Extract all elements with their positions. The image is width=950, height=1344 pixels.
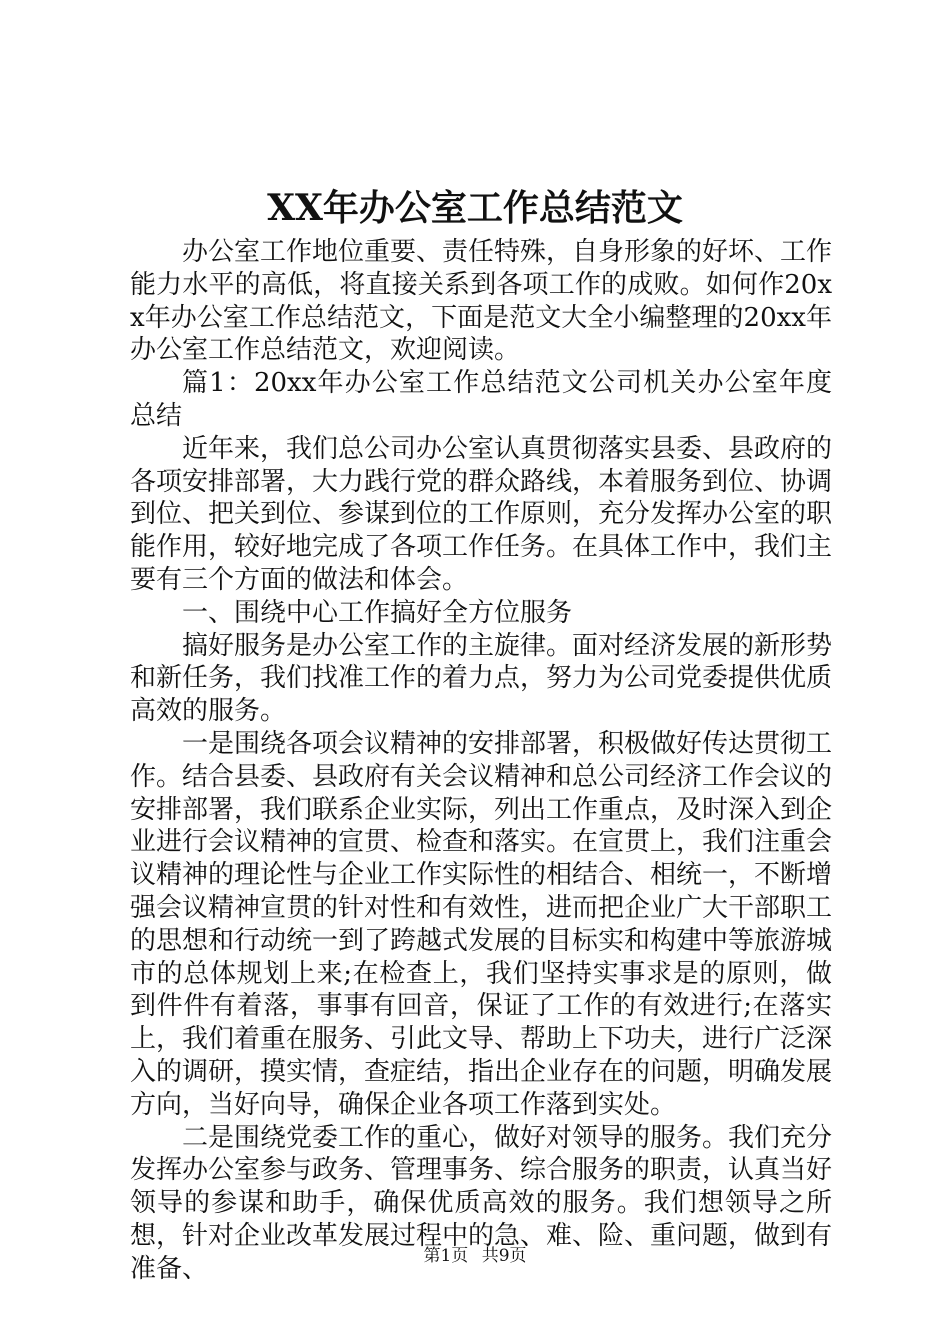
paragraph-heading-one: 一、围绕中心工作搞好全方位服务: [182, 597, 573, 628]
paragraph-intro: 办公室工作地位重要、责任特殊，自身形象的好坏、工作能力水平的高低，将直接关系到各项工作的成败。如何作20xx年办公室工作总结范文，下面是范文大全小编整理的20xx年办公室工作总结范文，欢迎阅读。: [130, 237, 833, 366]
paragraph-service: 搞好服务是办公室工作的主旋律。面对经济发展的新形势和新任务，我们找准工作的着力点，努力为公司党委提供优质高效的服务。: [130, 630, 833, 727]
page-number: 第1页: [423, 1246, 469, 1266]
page-footer: [0, 1245, 950, 1267]
document-body: [130, 236, 832, 1286]
paragraph-section-heading: 篇1：20xx年办公室工作总结范文公司机关办公室年度总结: [130, 368, 832, 431]
paragraph-point-two: 二是围绕党委工作的重心，做好对领导的服务。我们充分发挥办公室参与政务、管理事务、综合服务的职责，认真当好领导的参谋和助手，确保优质高效的服务。我们想领导之所想，针对企业改革发展过程中的急、难、险、重问题，做到有准备、: [130, 1122, 833, 1284]
paragraph-overview: 近年来，我们总公司办公室认真贯彻落实县委、县政府的各项安排部署，大力践行党的群众路线，本着服务到位、协调到位、把关到位、参谋到位的工作原则，充分发挥办公室的职能作用，较好地完成了各项工作任务。在具体工作中，我们主要有三个方面的做法和体会。: [130, 433, 833, 595]
document-title: XX年办公室工作总结范文: [267, 187, 683, 229]
page-total: 共9页: [481, 1246, 527, 1266]
paragraph-point-one: 一是围绕各项会议精神的安排部署，积极做好传达贯彻工作。结合县委、县政府有关会议精神和总公司经济工作会议的安排部署，我们联系企业实际，列出工作重点，及时深入到企业进行会议精神的宣贯、检查和落实。在宣贯上，我们注重会议精神的理论性与企业工作实际性的相结合、相统一，不断增强会议精神宣贯的针对性和有效性，进而把企业广大干部职工的思想和行动统一到了跨越式发展的目标实和构建中等旅游城市的总体规划上来;在检查上，我们坚持实事求是的原则，做到件件有着落，事事有回音，保证了工作的有效进行;在落实上，我们着重在服务、引此文导、帮助上下功夫，进行广泛深入的调研，摸实情，查症结，指出企业存在的问题，明确发展方向，当好向导，确保企业各项工作落到实处。: [130, 728, 833, 1120]
